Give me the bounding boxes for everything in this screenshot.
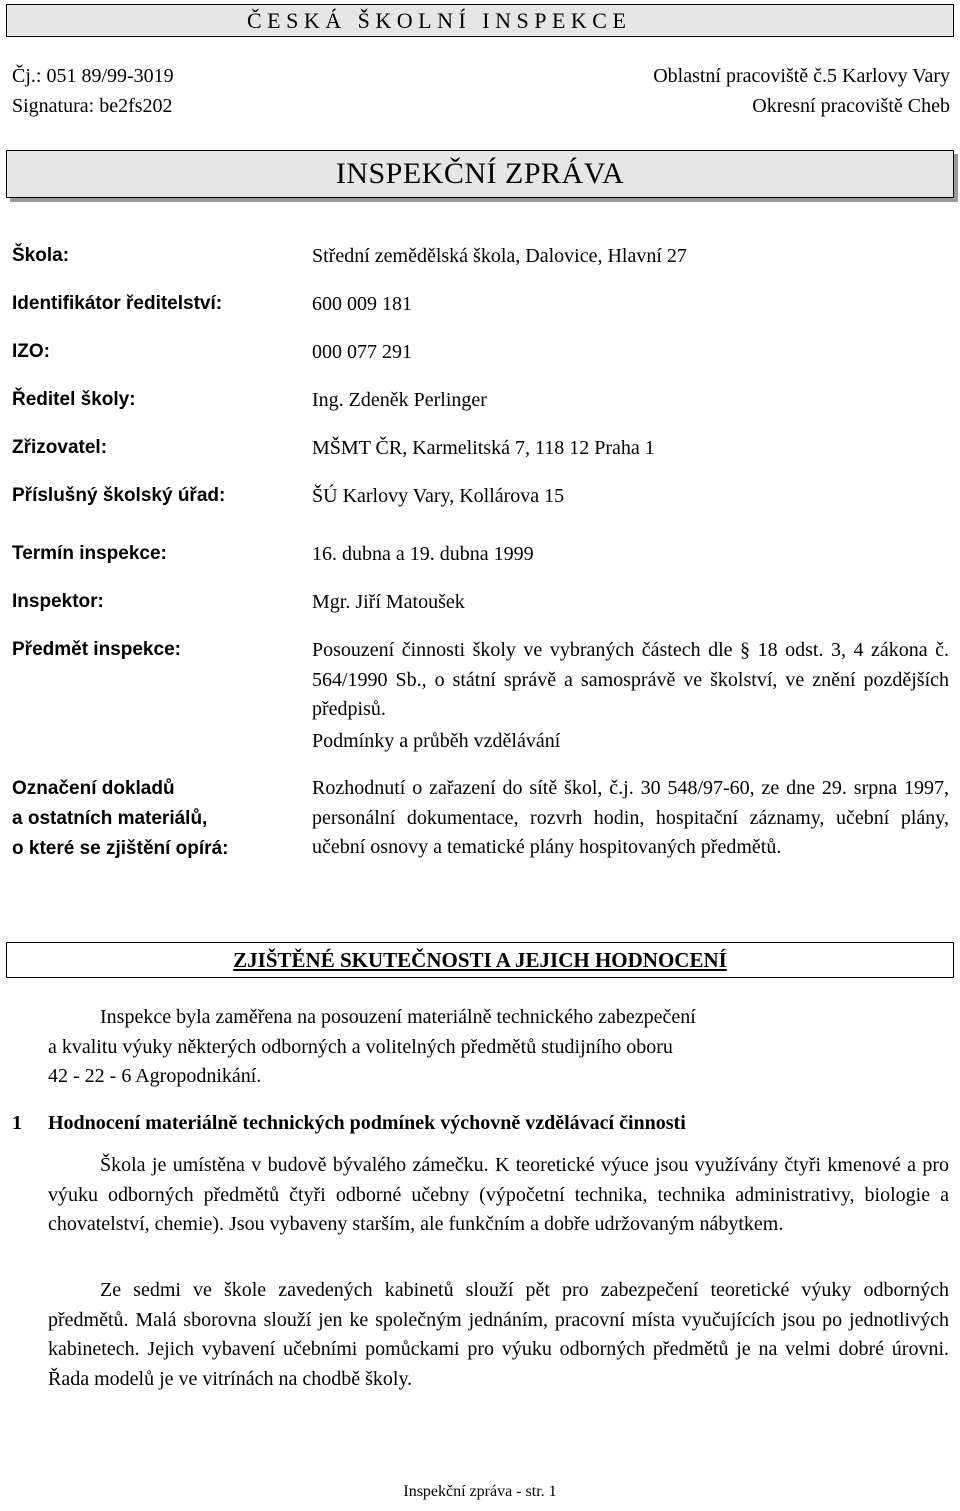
inspector-value: Mgr. Jiří Matoušek xyxy=(312,591,465,613)
izo-label: IZO: xyxy=(12,341,50,362)
page-footer: Inspekční zpráva - str. 1 xyxy=(403,1483,557,1500)
findings-section-title xyxy=(6,942,954,978)
reference-number: Čj.: 051 89/99-3019 xyxy=(12,65,174,87)
section-heading-number: 1 xyxy=(12,1112,22,1134)
intro-line: 42 - 22 - 6 Agropodnikání. xyxy=(48,1065,262,1088)
intro-paragraph xyxy=(48,1003,868,1092)
paragraph-cabinets: Ze sedmi ve škole zavedených kabinetů slouží pět pro zabezpečení teoretické výuky odborných předmětů. Malá sborovna slouží jen ke společným jednáním, pracovní místa vyučujících jsou po jednotlivých kabinetech. Jejich vybavení učebními pomůckami pro výuku odborných předmětů je na velmi dobré úrovni. Řada modelů je ve vitrínách na chodbě školy. xyxy=(48,1279,949,1390)
school-office-value: ŠÚ Karlovy Vary, Kollárova 15 xyxy=(312,485,565,507)
report-title: INSPEKČNÍ ZPRÁVA xyxy=(6,150,954,198)
documents-label xyxy=(12,774,228,864)
founder-label: Zřizovatel: xyxy=(12,437,108,458)
principal-value: Ing. Zdeněk Perlinger xyxy=(312,389,487,411)
paragraph-facilities: Škola je umístěna v budově bývalého zámečku. K teoretické výuce jsou využívány čtyři kmenové a pro výuku odborných předmětů čtyři odborné učebny (výpočetní technika, technika administrativy, biologie a chovatelství, chemie). Jsou vybaveny starším, ale funkčním a dobře udržovaným nábytkem. xyxy=(48,1154,949,1236)
documents-label-line: Označení dokladů xyxy=(12,778,175,799)
inspection-date-label: Termín inspekce: xyxy=(12,543,167,564)
subject-scope: Podmínky a průběh vzdělávání xyxy=(312,730,561,752)
documents-label-line: o které se zjištění opírá: xyxy=(12,838,229,859)
documents-label-line: a ostatních materiálů, xyxy=(12,808,208,829)
inspection-banner: ČESKÁ ŠKOLNÍ INSPEKCE xyxy=(6,4,954,37)
school-label: Škola: xyxy=(12,245,70,266)
section-heading xyxy=(12,1109,686,1138)
subject-label: Předmět inspekce: xyxy=(12,639,181,660)
director-id-value: 600 009 181 xyxy=(312,293,412,315)
inspector-label: Inspektor: xyxy=(12,591,104,612)
izo-value: 000 077 291 xyxy=(312,341,412,363)
intro-line: Inspekce byla zaměřena na posouzení materiálně technického zabezpečení xyxy=(100,1006,696,1028)
founder-value: MŠMT ČR, Karmelitská 7, 118 12 Praha 1 xyxy=(312,437,655,459)
intro-line: a kvalitu výuky některých odborných a volitelných předmětů studijního oboru xyxy=(48,1035,673,1058)
subject-value: Posouzení činnosti školy ve vybraných částech dle § 18 odst. 3, 4 zákona č. 564/1990 Sb., o státní správě a samosprávě ve školství, ve znění pozdějších předpisů. xyxy=(312,639,949,720)
inspection-date-value: 16. dubna a 19. dubna 1999 xyxy=(312,543,534,565)
findings-section-title-text: ZJIŠTĚNÉ SKUTEČNOSTI A JEJICH HODNOCENÍ xyxy=(233,948,727,972)
district-office: Okresní pracoviště Cheb xyxy=(752,95,950,117)
school-value: Střední zemědělská škola, Dalovice, Hlavní 27 xyxy=(312,245,687,267)
principal-label: Ředitel školy: xyxy=(12,389,136,410)
school-office-label: Příslušný školský úřad: xyxy=(12,485,226,506)
documents-value: Rozhodnutí o zařazení do sítě škol, č.j. 30 548/97-60, ze dne 29. srpna 1997, personální dokumentace, rozvrh hodin, hospitační záznamy, učební plány, učební osnovy a tematické plány hospitovaných předmětů. xyxy=(312,777,949,858)
signature-code: Signatura: be2fs202 xyxy=(12,95,173,117)
regional-office: Oblastní pracoviště č.5 Karlovy Vary xyxy=(653,65,950,87)
director-id-label: Identifikátor ředitelství: xyxy=(12,293,223,314)
section-heading-text: Hodnocení materiálně technických podmínek výchovně vzdělávací činnosti xyxy=(48,1112,686,1134)
